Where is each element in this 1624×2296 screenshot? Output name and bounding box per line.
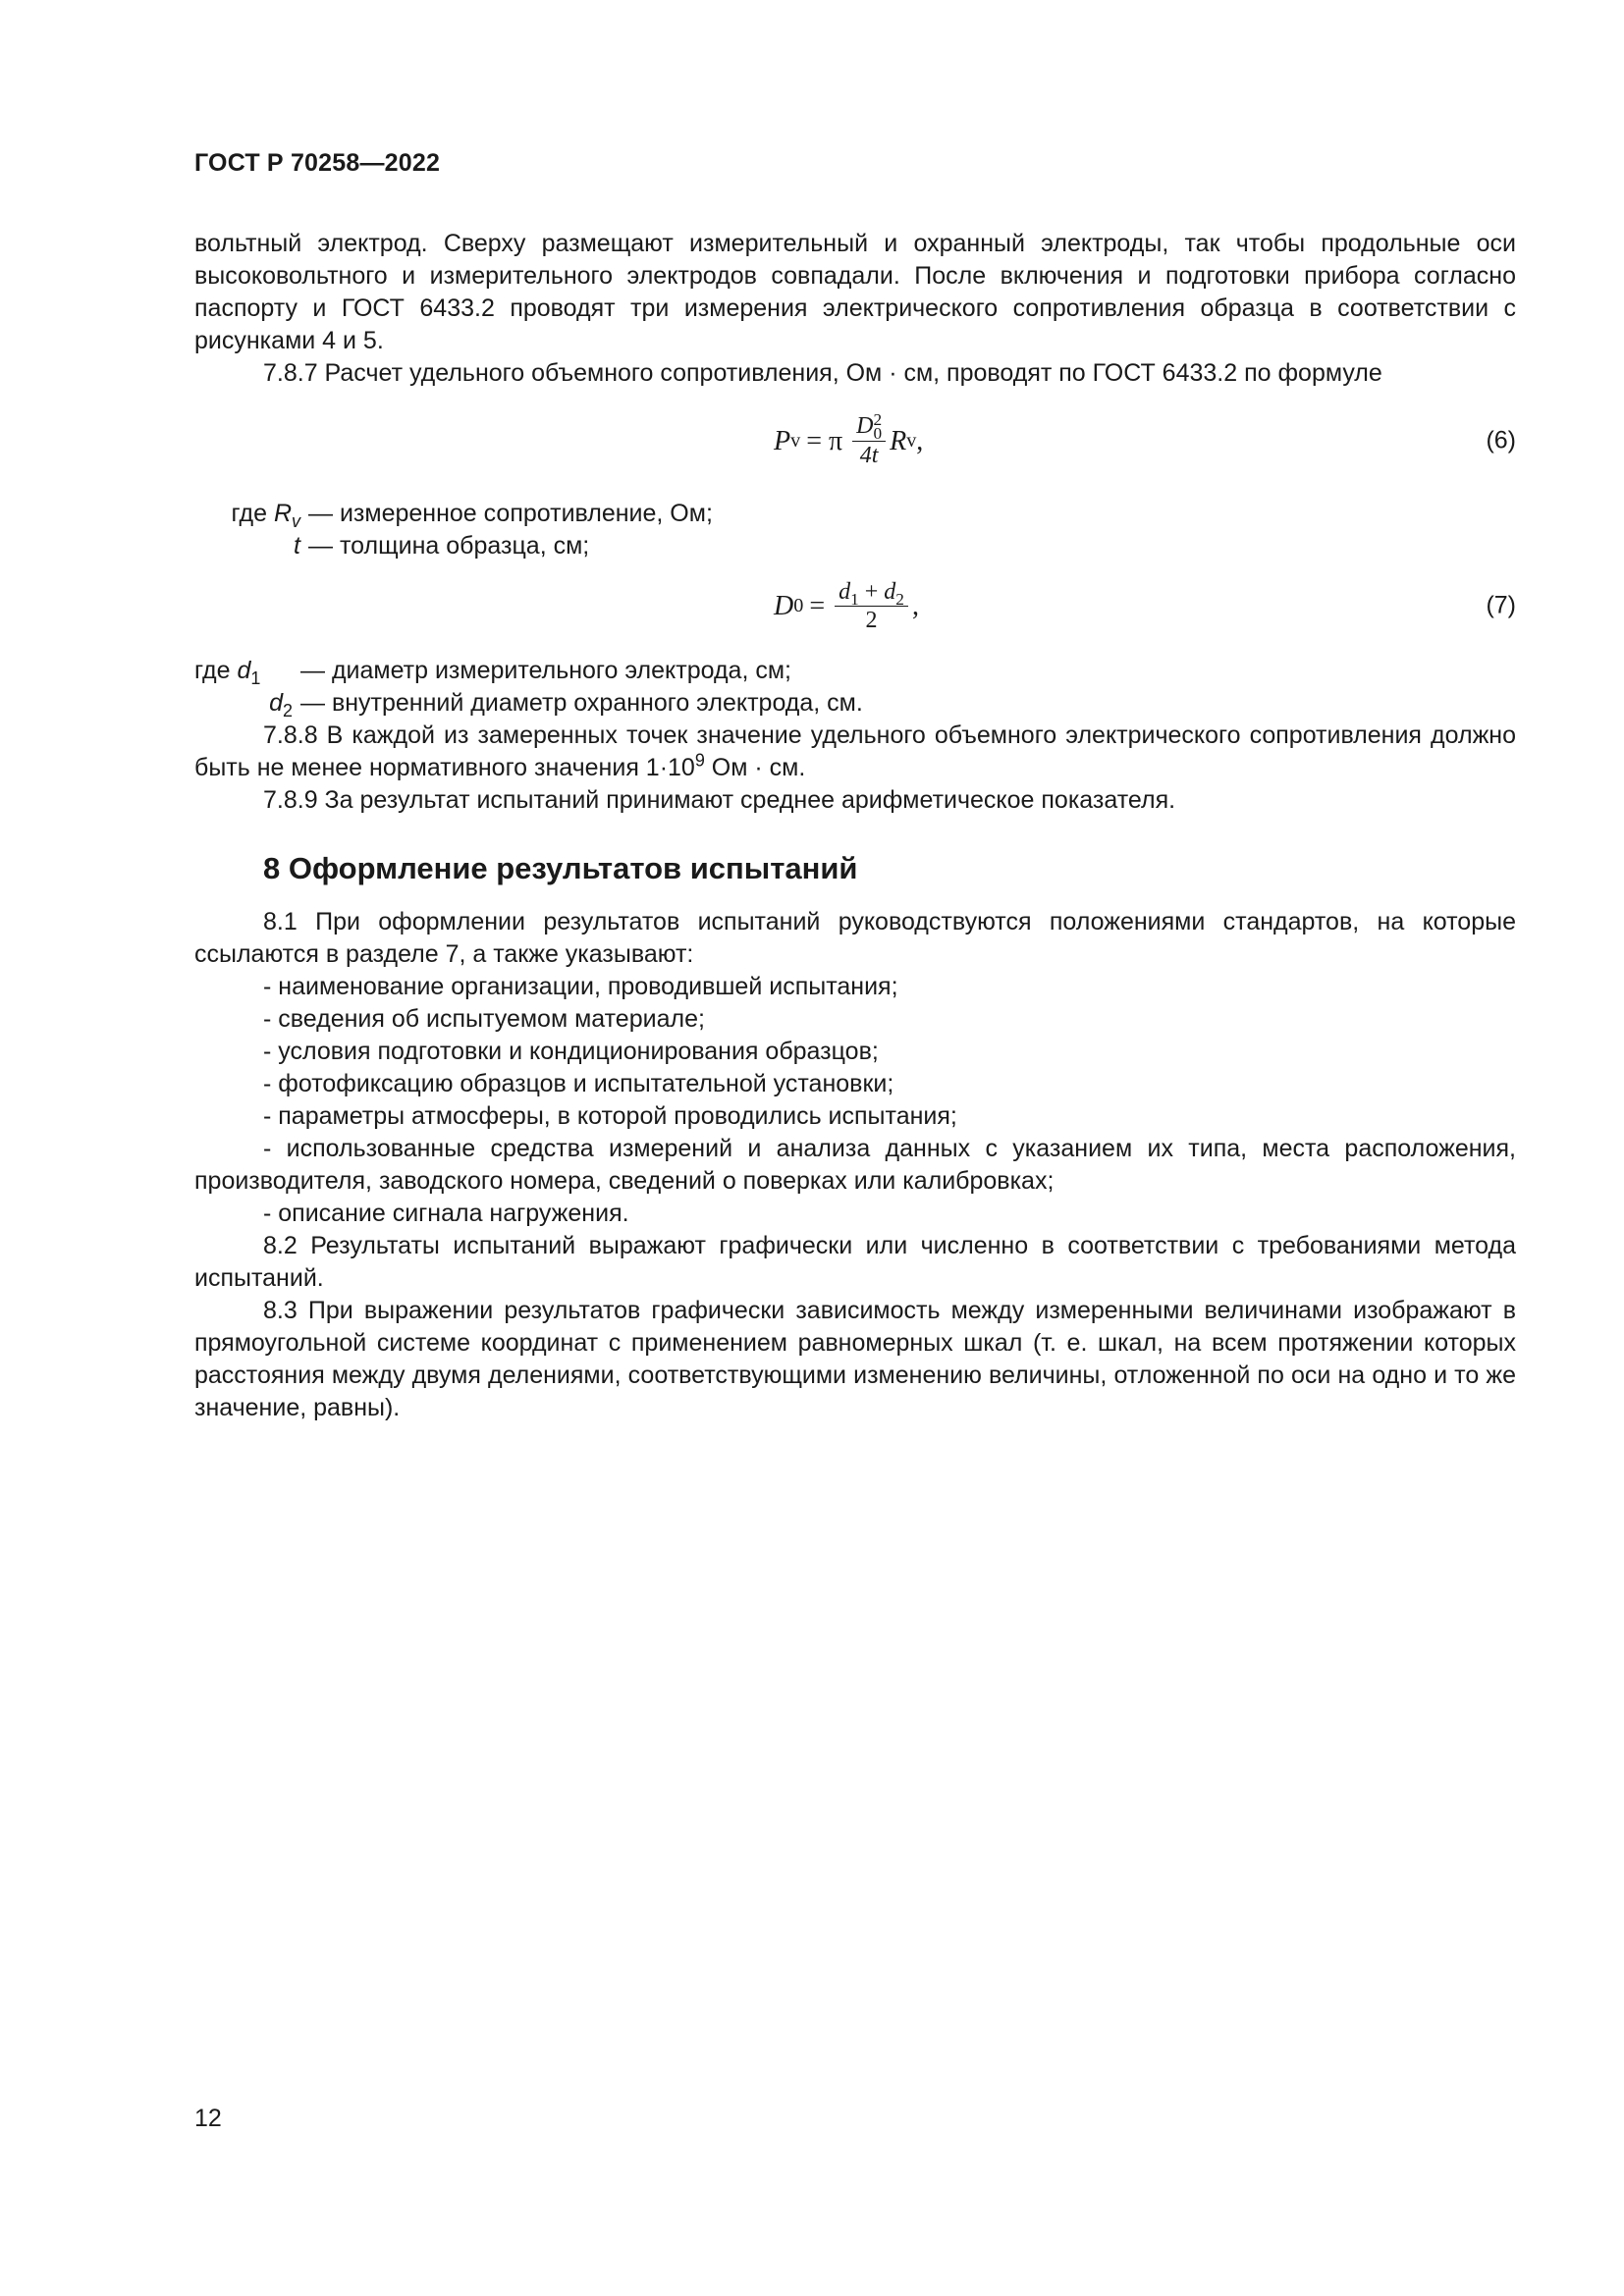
paragraph-8-1: 8.1 При оформлении результатов испытаний руководствуются положениями стандартов, на которые ссылаются в разделе 7, а также указывают: [194,908,1516,968]
eq7-plus: + [858,578,885,605]
list-item: - сведения об испытуемом материале; [263,1005,705,1033]
page-body [194,228,1516,1424]
definition-dash: — [300,689,325,717]
eq7-operator: = [809,590,826,621]
eq6-lhs: P [774,425,791,456]
definition-symbol [194,530,300,562]
definition-row-rv [194,498,1516,530]
section-8-title: 8 Оформление результатов испытаний [263,851,858,885]
eq6-denominator [856,442,883,469]
eq7-num-a-sub: 1 [850,589,859,609]
definition-symbol-sub: 1 [250,668,261,688]
list-item: - наименование организации, проводившей испытания; [263,973,898,1000]
eq6-tail: , [916,425,924,456]
eq6-rhs: R [890,425,907,456]
definition-symbol [194,687,293,720]
eq7-num-b-sub: 2 [895,589,904,609]
paragraph-7-8-8-text: 7.8.8 В каждой из замеренных точек значение удельного объемного электрического сопротивления должно быть не менее нормативного значения 1·10 [194,721,1516,781]
definition-text [300,530,589,562]
definition-symbol [194,498,300,530]
eq6-den-text: 4t [859,443,879,469]
eq7-num-a: d [839,578,851,605]
list-item: - использованные средства измерений и анализа данных с указанием их типа, места расположения, производителя, заводского номера, сведений о поверках или калибровках; [194,1135,1516,1195]
definition-text [293,655,791,687]
definition-symbol-letter: R [273,500,292,527]
eq7-fraction [835,578,908,634]
list-item: - фотофиксацию образцов и испытательной установки; [263,1070,894,1097]
eq7-tail: , [911,590,919,621]
paragraph-7-8-8-exponent: 9 [694,750,705,771]
definition-symbol-sub: 2 [282,701,293,721]
paragraph-7-8-7: 7.8.7 Расчет удельного объемного сопротивления, Ом · см, проводят по ГОСТ 6433.2 по формуле [263,359,1382,387]
paragraph-8-2: 8.2 Результаты испытаний выражают графически или численно в соответствии с требованиями метода испытаний. [194,1232,1516,1292]
definition-description: внутренний диаметр охранного электрода, см. [331,689,863,717]
document-header: ГОСТ Р 70258—2022 [194,149,441,177]
definition-symbol-sub: v [292,511,300,531]
definition-symbol-letter: t [294,532,300,560]
definition-row-d1 [194,655,1516,687]
paragraph-8-3: 8.3 При выражении результатов графически зависимость между измеренными величинами изображают в прямоугольной системе координат с применением равномерных шкал (т. е. шкал, на всем протяжении которых расстояния между двумя делениями, соответствующими изменению величины, отложенной по оси на одно и то же значение, равны). [194,1297,1516,1421]
equation-number-6: (6) [1486,426,1516,454]
eq6-operator: = π [806,425,843,456]
eq7-num-b: d [884,578,896,605]
definition-text [293,687,863,720]
paragraph-7-8-8 [194,720,1516,784]
formula-6: P v = π D 2 0 4t R v , [774,410,924,469]
definition-dash: — [300,657,325,684]
eq7-denominator: 2 [865,607,878,633]
definition-symbol [194,655,293,687]
eq7-numerator [835,578,908,609]
equation-6 [194,394,1516,488]
definition-prefix: где [231,500,274,527]
definition-description: толщина образца, см; [339,532,590,560]
page-number: 12 [194,2105,222,2132]
list-item: - условия подготовки и кондиционирования образцов; [263,1038,879,1065]
definition-description: диаметр измерительного электрода, см; [331,657,791,684]
paragraph-intro: вольтный электрод. Сверху размещают измерительный и охранный электроды, так чтобы продольные оси высоковольтного и измерительного электродов совпадали. После включения и подготовки прибора согласно паспорту и ГОСТ 6433.2 проводят три измерения электрического сопротивления образца в соответствии с рисунками 4 и 5. [194,230,1516,354]
eq6-num-sup: 2 [873,410,883,430]
formula-7: D 0 = $\frac{d_1 + d_2}{2}$ , [774,578,919,633]
equation-number-7: (7) [1486,591,1516,619]
eq6-fraction [852,412,886,469]
eq7-lhs: D [774,590,794,621]
definition-symbol-letter: d [269,689,283,717]
list-item: - параметры атмосферы, в которой проводились испытания; [263,1102,957,1130]
eq6-numerator [852,410,886,444]
definition-symbol-letter: d [237,657,251,684]
paragraph-7-8-9: 7.8.9 За результат испытаний принимают среднее арифметическое показателя. [263,786,1176,814]
definition-description: измеренное сопротивление, Ом; [339,500,713,527]
eq6-num-sub: 0 [873,424,883,444]
definition-row-d2 [194,687,1516,720]
definition-prefix: где [194,657,238,684]
definition-dash: — [308,500,333,527]
definition-text [300,498,713,530]
paragraph-7-8-8-unit: Ом · см. [704,754,806,781]
equation-7 [194,566,1516,645]
list-item: - описание сигнала нагружения. [263,1200,629,1227]
definition-dash: — [308,532,333,560]
eq6-num-symbol: D [856,412,874,439]
definition-row-t [194,530,1516,562]
